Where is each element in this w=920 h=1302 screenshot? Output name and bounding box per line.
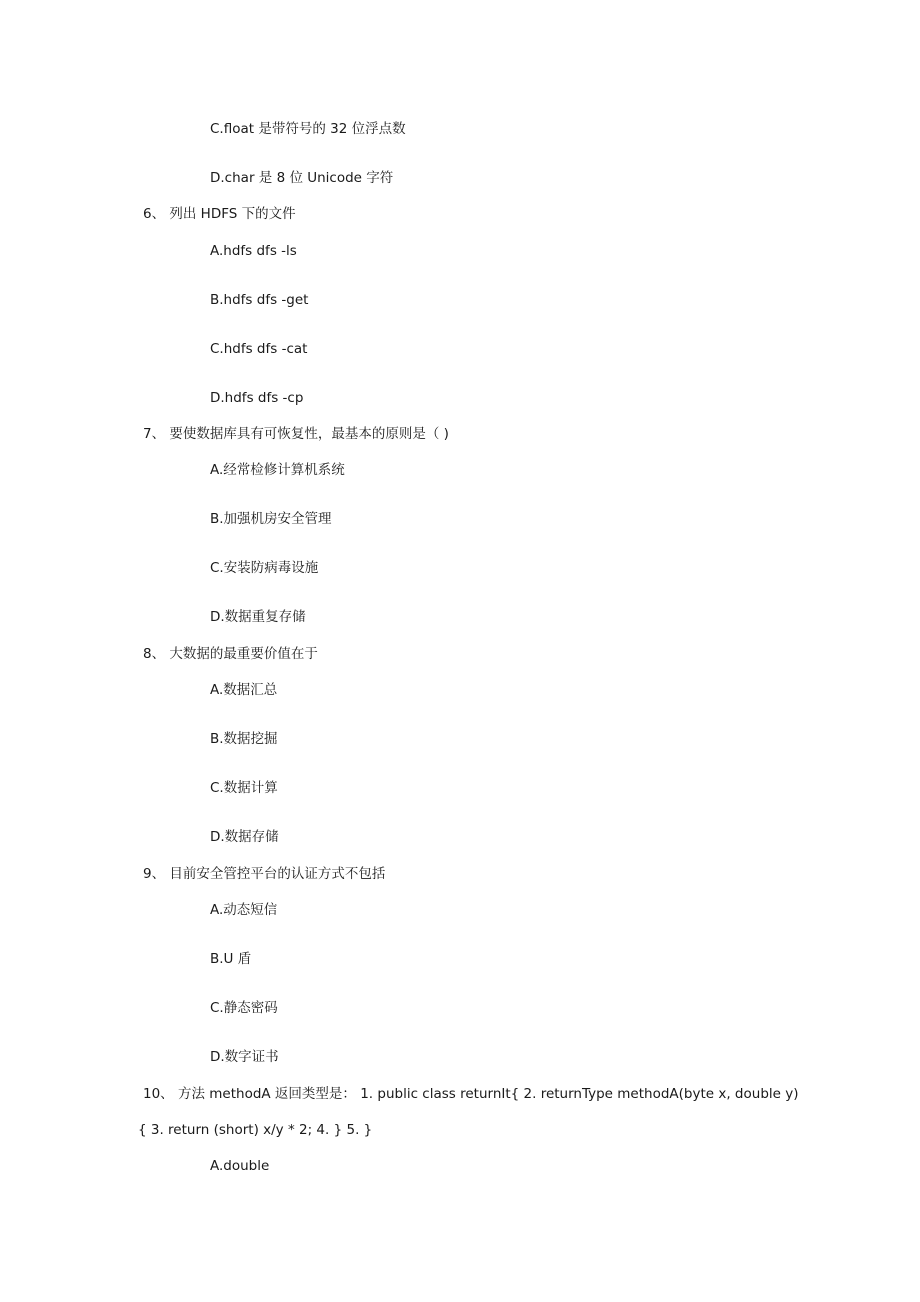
option-9d: D.数字证书 — [210, 1049, 279, 1065]
option-8a: A.数据汇总 — [210, 682, 278, 698]
option-7b: B.加强机房安全管理 — [210, 511, 332, 527]
option-6b: B.hdfs dfs -get — [210, 292, 309, 308]
option-5d: D.char 是 8 位 Unicode 字符 — [210, 170, 394, 186]
option-7c: C.安装防病毒设施 — [210, 560, 319, 576]
option-7d: D.数据重复存储 — [210, 609, 306, 625]
option-8b: B.数据挖掘 — [210, 731, 278, 747]
option-6c: C.hdfs dfs -cat — [210, 341, 308, 357]
option-9a: A.动态短信 — [210, 902, 278, 918]
question-10-continued: { 3. return (short) x/y * 2; 4. } 5. } — [138, 1122, 373, 1138]
option-9c: C.静态密码 — [210, 1000, 278, 1016]
option-8d: D.数据存储 — [210, 829, 279, 845]
question-10: 10、 方法 methodA 返回类型是： 1. public class returnIt{ 2. returnType methodA(byte x, double y) — [143, 1086, 799, 1102]
option-6a: A.hdfs dfs -ls — [210, 243, 297, 259]
option-8c: C.数据计算 — [210, 780, 278, 796]
option-9b: B.U 盾 — [210, 951, 252, 967]
option-7a: A.经常检修计算机系统 — [210, 462, 345, 478]
option-10a: A.double — [210, 1158, 270, 1174]
question-6: 6、 列出 HDFS 下的文件 — [143, 206, 296, 222]
option-6d: D.hdfs dfs -cp — [210, 390, 304, 406]
question-9: 9、 目前安全管控平台的认证方式不包括 — [143, 866, 386, 882]
question-8: 8、 大数据的最重要价值在于 — [143, 646, 318, 662]
question-7: 7、 要使数据库具有可恢复性，最基本的原则是（ ) — [143, 426, 449, 442]
option-5c: C.float 是带符号的 32 位浮点数 — [210, 121, 406, 137]
